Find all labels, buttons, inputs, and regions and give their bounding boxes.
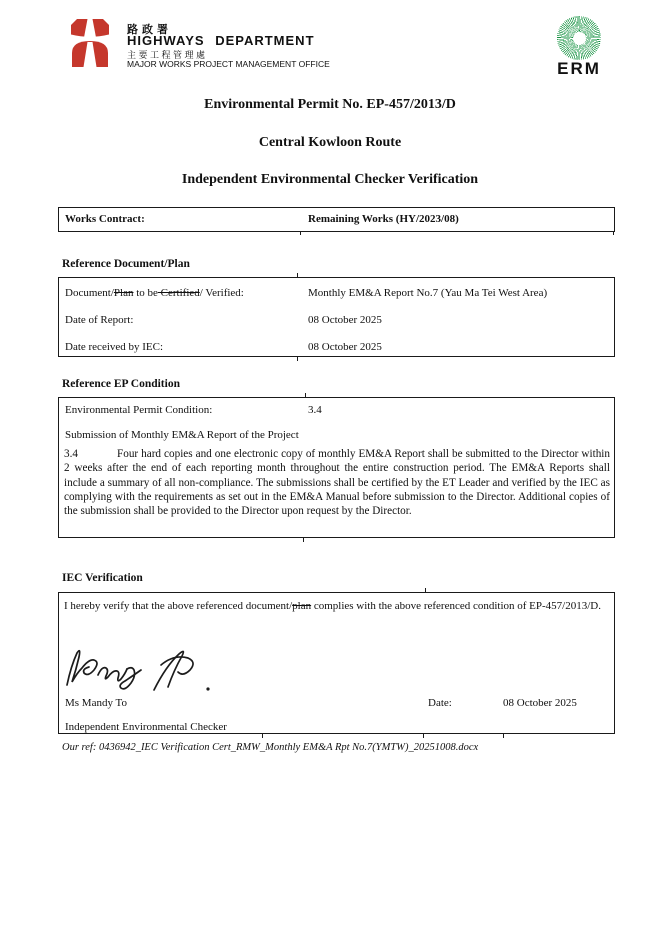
table-border-tick (305, 393, 306, 397)
date-received-by-iec-value: 08 October 2025 (308, 341, 382, 353)
ep-condition-subject: Submission of Monthly EM&A Report of the Project (65, 429, 299, 441)
signature-date-label: Date: (428, 697, 452, 709)
signature-date-value: 08 October 2025 (503, 697, 577, 709)
signature-period-dot (206, 687, 209, 690)
dept-name-chinese: 路政署 (127, 24, 172, 36)
signatory-title: Independent Environmental Checker (65, 721, 227, 733)
table-border-tick (303, 538, 304, 542)
table-border-tick (262, 734, 263, 738)
doc-label-part: Document/ (65, 287, 114, 299)
title-permit-number: Environmental Permit No. EP-457/2013/D (204, 97, 456, 112)
statement-part: I hereby verify that the above referenced document/ (64, 600, 293, 612)
signatory-name: Ms Mandy To (65, 697, 127, 709)
table-border-tick (613, 231, 614, 235)
doc-label-struck-plan: Plan (113, 287, 134, 299)
date-of-report-value: 08 October 2025 (308, 314, 382, 326)
doc-label-struck-certified: Certified (157, 287, 200, 299)
clause-text: Four hard copies and one electronic copy of monthly EM&A Report shall be submitted to the Director within 2 weeks after the end of each reporting month throughout the entire construction period. The EM&A Reports shall include a summary of all non-compliance. The submissions shall be certified by the ET Leader and verified by the IEC as complying with the requirements as set out in the EM&A Manual before submission to the Director. Additional copies of the submission shall be provided to the Director upon request by the Director. (64, 448, 610, 518)
iec-verification-heading: IEC Verification (62, 572, 143, 584)
ep-condition-clause (64, 447, 610, 518)
doc-label-part: / Verified: (199, 287, 244, 299)
document-to-be-verified-label (65, 287, 244, 300)
verification-statement (64, 599, 612, 615)
office-name-chinese: 主要工程管理處 (127, 50, 208, 60)
table-border-tick (503, 734, 504, 738)
table-border-tick (300, 231, 301, 235)
table-border-tick (297, 357, 298, 361)
erm-logo-center (573, 32, 586, 45)
statement-struck-plan: plan (292, 600, 312, 612)
document-to-be-verified-value: Monthly EM&A Report No.7 (Yau Ma Tei West Area) (308, 287, 548, 299)
office-name-english: MAJOR WORKS PROJECT MANAGEMENT OFFICE (127, 59, 330, 69)
permit-condition-label: Environmental Permit Condition: (65, 404, 213, 416)
table-border-tick (297, 273, 298, 277)
title-project-name: Central Kowloon Route (258, 135, 402, 150)
dept-name-english: HIGHWAYS DEPARTMENT (127, 33, 315, 48)
statement-part: complies with the above referenced condition of EP-457/2013/D. (311, 600, 601, 612)
date-of-report-label: Date of Report: (65, 314, 134, 326)
works-contract-value: Remaining Works (HY/2023/08) (308, 213, 459, 225)
table-border-tick (425, 588, 426, 592)
works-contract-label: Works Contract: (65, 213, 145, 225)
table-border-tick (423, 734, 424, 738)
our-ref-text: Our ref: 0436942_IEC Verification Cert_RMW_Monthly EM&A Rpt No.7(YMTW)_20251008.docx (62, 742, 479, 753)
doc-label-part: to be (133, 287, 158, 299)
highways-department-logo-icon (70, 19, 110, 67)
clause-number: 3.4 (64, 448, 78, 460)
title-document-type: Independent Environmental Checker Verification (181, 172, 479, 187)
permit-condition-value: 3.4 (308, 404, 322, 416)
reference-document-heading: Reference Document/Plan (62, 258, 190, 270)
erm-logo-icon (557, 16, 601, 60)
date-received-by-iec-label: Date received by IEC: (65, 341, 164, 353)
signature-image (62, 644, 232, 696)
ep-condition-heading: Reference EP Condition (62, 378, 180, 390)
erm-logo-label: ERM (557, 59, 601, 78)
